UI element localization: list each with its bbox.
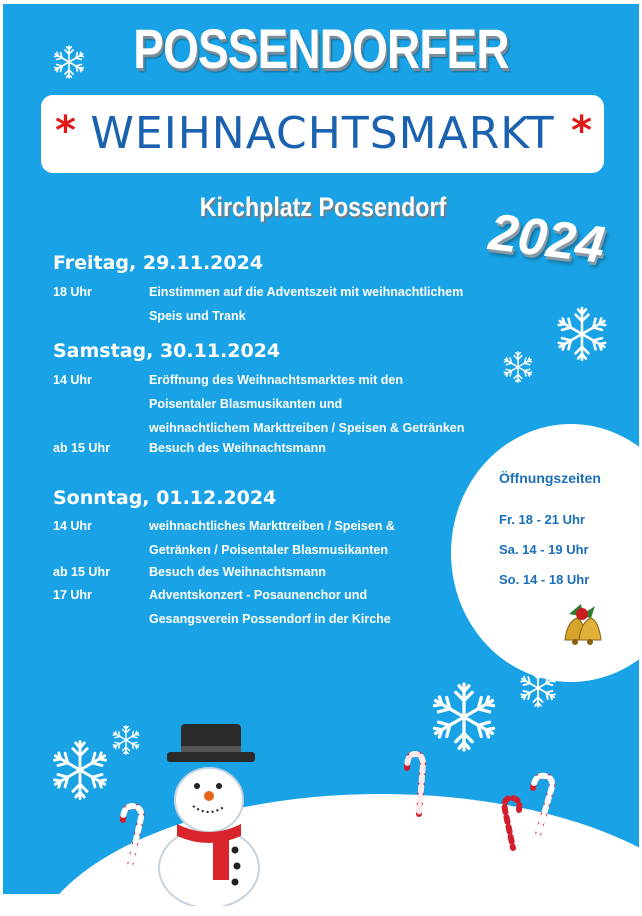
event-line: Einstimmen auf die Adventszeit mit weihnachtlichem	[149, 285, 464, 299]
snowflake-icon	[517, 666, 559, 710]
year-label: 2024	[485, 203, 608, 275]
snowflake-icon	[501, 349, 535, 385]
event-line: Getränken / Poisentaler Blasmusikanten	[149, 543, 388, 557]
title-banner	[41, 95, 604, 173]
opening-hours-title: Öffnungszeiten	[499, 470, 601, 486]
event-line: Speis und Trank	[149, 309, 246, 323]
event-time: ab 15 Uhr	[53, 441, 110, 455]
event-line: Adventskonzert - Posaunenchor und	[149, 588, 368, 602]
snowflake-icon	[109, 724, 143, 756]
opening-hours-panel	[451, 424, 639, 682]
opening-hours-row: Sa. 14 - 19 Uhr	[499, 542, 589, 557]
event-line: Besuch des Weihnachtsmann	[149, 565, 326, 579]
day-heading: Samstag, 30.11.2024	[53, 340, 281, 362]
event-line: Poisentaler Blasmusikanten und	[149, 397, 343, 411]
event-line: weihnachtliches Markttreiben / Speisen &	[149, 519, 395, 533]
day-heading: Freitag, 29.11.2024	[53, 252, 264, 274]
event-time: 14 Uhr	[53, 519, 92, 533]
event-line: Gesangsverein Possendorf in der Kirche	[149, 612, 391, 626]
title-possendorfer: POSSENDORFER	[133, 17, 509, 80]
snowflake-icon	[553, 302, 611, 366]
event-line: Eröffnung des Weihnachtsmarktes mit den	[149, 373, 403, 387]
christmas-bells-icon	[555, 600, 607, 648]
event-description	[149, 368, 519, 440]
snowflake-icon	[45, 738, 115, 802]
snowflake-icon	[427, 674, 501, 760]
event-time: ab 15 Uhr	[53, 565, 110, 579]
event-time: 17 Uhr	[53, 588, 92, 602]
opening-hours-row: So. 14 - 18 Uhr	[499, 572, 590, 587]
event-description	[149, 436, 519, 460]
event-line: Besuch des Weihnachtsmann	[149, 441, 326, 455]
event-line: weihnachtlichem Markttreiben / Speisen & Getränken	[149, 421, 465, 435]
asterisk-icon: *	[571, 108, 592, 154]
snowflake-icon	[51, 44, 87, 80]
banner-title: WEIHNACHTSMARKT	[90, 108, 555, 159]
day-heading: Sonntag, 01.12.2024	[53, 487, 277, 509]
location-subtitle: Kirchplatz Possendorf	[199, 192, 447, 222]
candy-cane-icon	[399, 748, 429, 820]
opening-hours-row: Fr. 18 - 21 Uhr	[499, 512, 585, 527]
flyer	[3, 4, 639, 906]
event-description	[149, 280, 519, 328]
candy-cane-icon	[497, 792, 533, 852]
event-time: 14 Uhr	[53, 373, 92, 387]
snowman-icon	[143, 720, 273, 906]
event-time: 18 Uhr	[53, 285, 92, 299]
snow-ground	[3, 894, 639, 906]
asterisk-icon: *	[55, 108, 76, 154]
